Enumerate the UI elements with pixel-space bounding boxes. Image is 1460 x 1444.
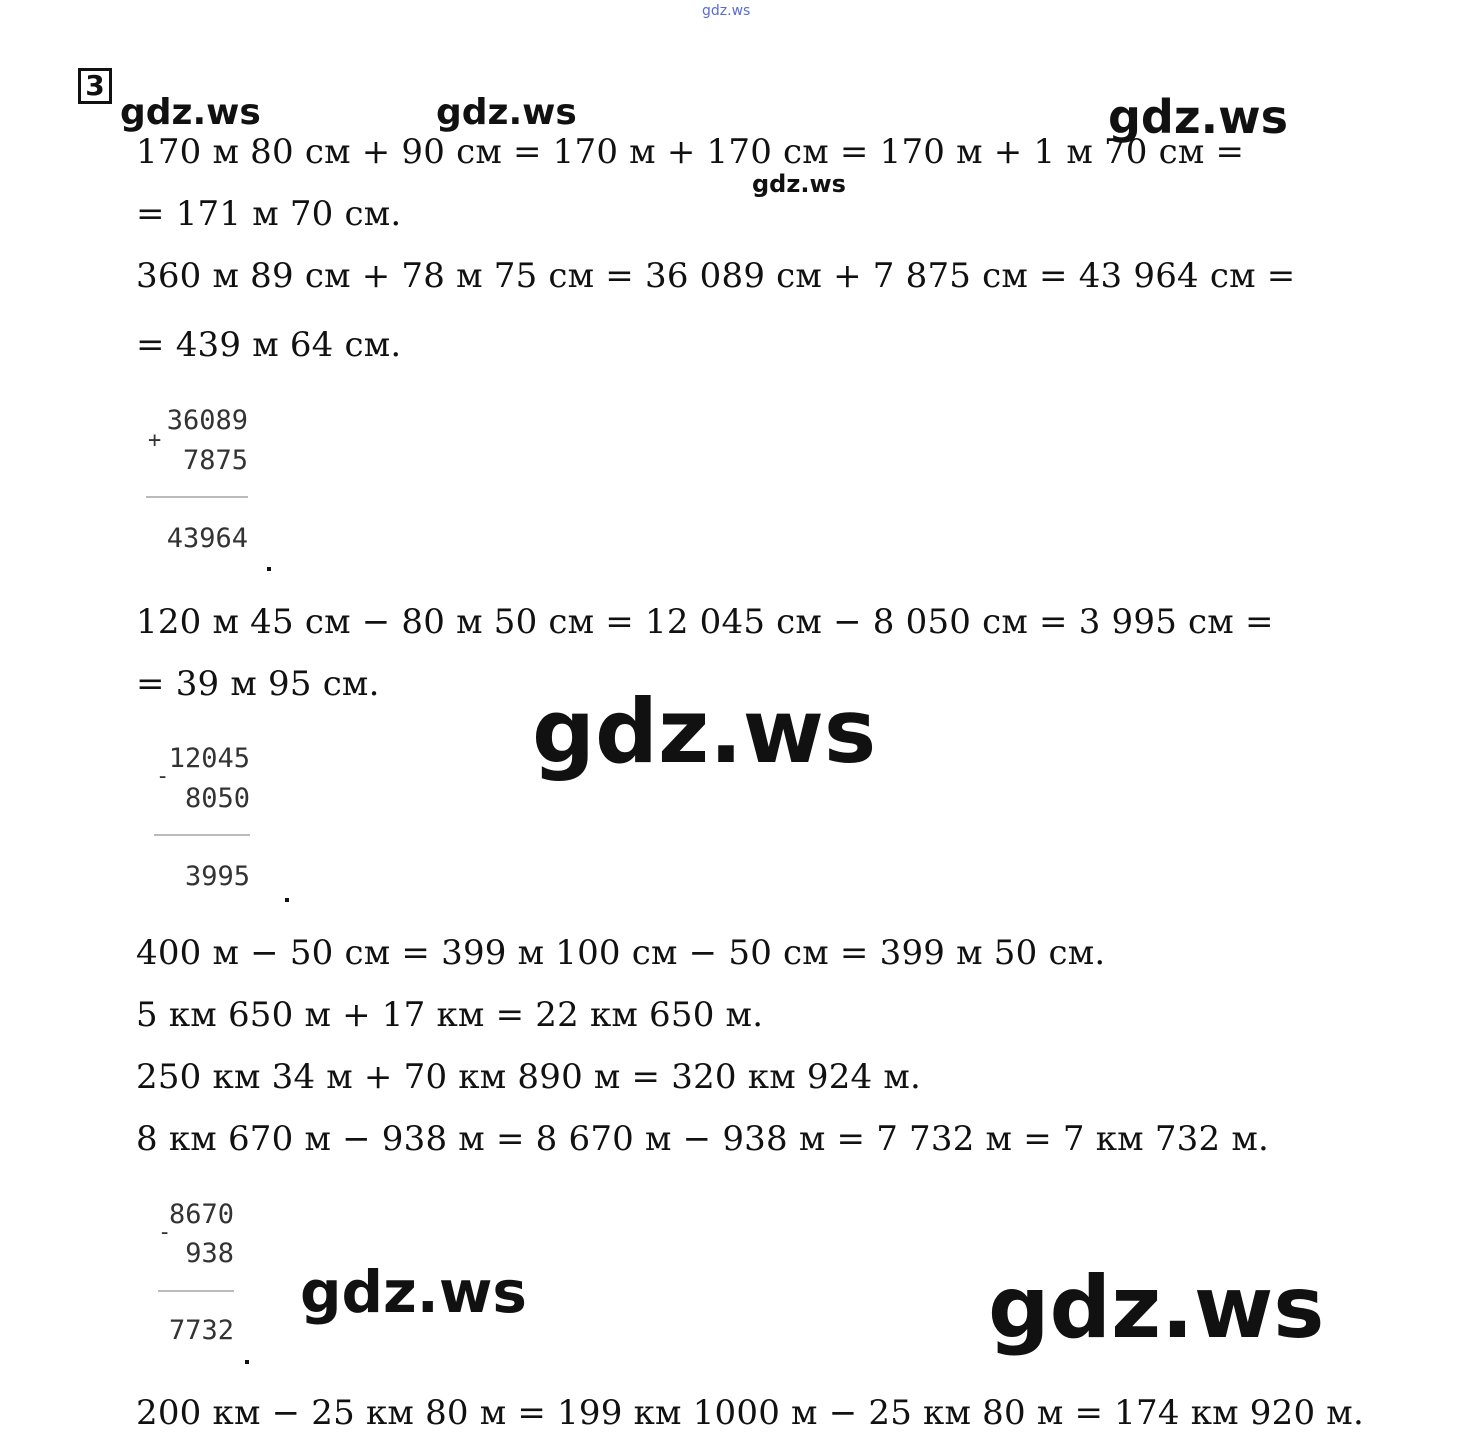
watermark-text: gdz.ws bbox=[988, 1258, 1325, 1358]
equation-line: 250 км 34 м + 70 км 890 м = 320 км 924 м. bbox=[136, 1057, 922, 1097]
equation-line: 170 м 80 см + 90 см = 170 м + 170 см = 170 м + 1 м 70 см = bbox=[136, 132, 1245, 172]
equation-line: 8 км 670 м − 938 м = 8 670 м − 938 м = 7 732 м = 7 км 732 м. bbox=[136, 1119, 1269, 1159]
plus-sign: + bbox=[148, 428, 162, 453]
task-number: 3 bbox=[78, 68, 112, 104]
column-result: 3995 bbox=[184, 861, 250, 892]
period-mark bbox=[267, 567, 271, 571]
column-result: 7732 bbox=[168, 1315, 234, 1346]
equation-line: 360 м 89 см + 78 м 75 см = 36 089 см + 7 875 см = 43 964 см = bbox=[136, 256, 1296, 296]
column-rule bbox=[146, 496, 248, 498]
column-rule bbox=[158, 1290, 234, 1292]
equation-line: 400 м − 50 см = 399 м 100 см − 50 см = 399 м 50 см. bbox=[136, 933, 1106, 973]
watermark-text: gdz.ws bbox=[752, 170, 846, 198]
column-bottom-number: 7875 bbox=[182, 445, 248, 476]
equation-line: = 171 м 70 см. bbox=[136, 194, 402, 234]
period-mark bbox=[245, 1360, 249, 1364]
equation-line: 5 км 650 м + 17 км = 22 км 650 м. bbox=[136, 995, 764, 1035]
watermark-text: gdz.ws bbox=[300, 1258, 527, 1326]
column-top-number: 36089 bbox=[166, 405, 248, 436]
column-top-number: 8670 bbox=[168, 1199, 234, 1230]
watermark-text: gdz.ws bbox=[120, 92, 261, 133]
watermark-text: gdz.ws bbox=[532, 680, 877, 783]
column-result: 43964 bbox=[166, 523, 248, 554]
column-rule bbox=[154, 834, 250, 836]
equation-line: 120 м 45 см − 80 м 50 см = 12 045 см − 8 050 см = 3 995 см = bbox=[136, 602, 1274, 642]
equation-line: 200 км − 25 км 80 м = 199 км 1000 м − 25 км 80 м = 174 км 920 м. bbox=[136, 1393, 1364, 1433]
watermark-text: gdz.ws bbox=[1108, 90, 1288, 144]
equation-line: = 439 м 64 см. bbox=[136, 325, 402, 365]
column-top-number: 12045 bbox=[168, 743, 250, 774]
column-bottom-number: 938 bbox=[185, 1238, 234, 1269]
period-mark bbox=[285, 898, 289, 902]
column-bottom-number: 8050 bbox=[184, 783, 250, 814]
minus-sign: - bbox=[158, 1220, 172, 1245]
equation-line: = 39 м 95 см. bbox=[136, 664, 380, 704]
watermark-text: gdz.ws bbox=[436, 92, 577, 133]
site-watermark: gdz.ws bbox=[702, 3, 751, 19]
minus-sign: - bbox=[156, 764, 170, 789]
